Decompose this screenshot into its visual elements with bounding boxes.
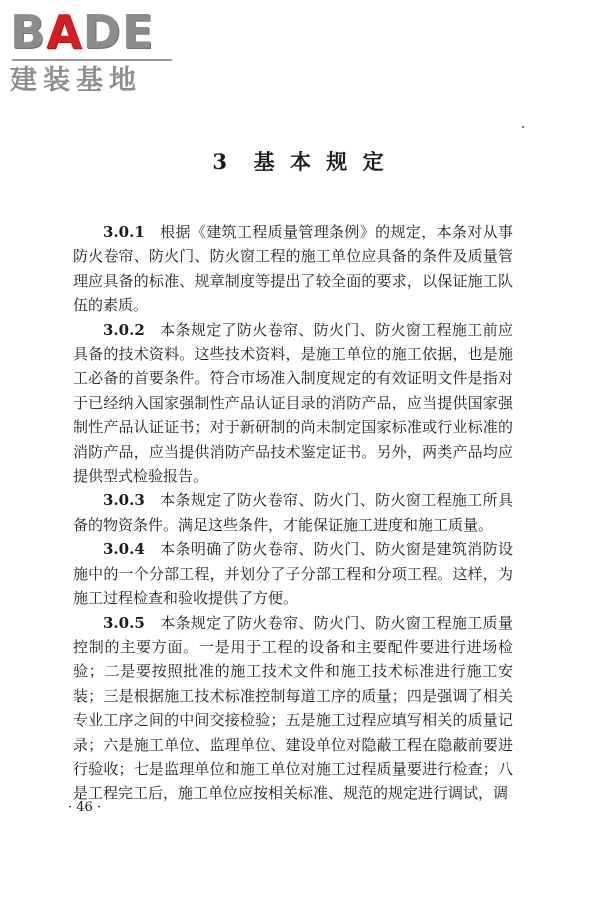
logo-letter-d: D: [82, 5, 122, 59]
section-3-0-3: [73, 488, 513, 537]
section-number: 3.0.1: [103, 223, 145, 241]
logo-letter-e: E: [121, 5, 155, 59]
section-number: 3.0.4: [103, 540, 145, 559]
section-number: 3.0.3: [103, 491, 145, 510]
bade-logo: [10, 5, 180, 96]
section-3-0-2: [73, 318, 513, 489]
logo-chinese-text: 建装基地: [10, 65, 142, 96]
section-text: 本条规定了防火卷帘、防火门、防火窗工程施工所具备的物资条件。满足这些条件，才能保证施工进度和施工质量。: [73, 491, 513, 534]
section-3-0-1: [73, 220, 513, 318]
page-number: · 46 ·: [68, 800, 102, 815]
logo-wordmark: [10, 5, 180, 59]
section-number: 3.0.5: [103, 613, 145, 632]
chapter-title: 3 基 本 规 定: [212, 149, 388, 174]
section-number: 3.0.2: [103, 320, 145, 339]
section-text: 根据《建筑工程质量管理条例》的规定，本条对从事防火卷帘、防火门、防火窗工程的施工单位应具备的条件及质量管理应具备的标准、规章制度等提出了较全面的要求，以保证施工队伍的素质。: [73, 223, 513, 315]
section-3-0-5: [73, 611, 513, 806]
scan-speck: [522, 126, 524, 128]
logo-letter-a: A: [46, 5, 83, 59]
logo-letter-b: B: [10, 5, 47, 59]
section-text: 本条规定了防火卷帘、防火门、防火窗工程施工质量控制的主要方面。一是用于工程的设备和主要配件要进行进场检验；二是要按照批准的施工技术文件和施工技术标准进行施工安装；三是根据施工技术标准控制每道工序的质量；四是强调了相关专业工序之间的中间交接检验；五是施工过程应填写相关的质量记录；六是施工单位、监理单位、建设单位对隐蔽工程在隐蔽前要进行验收；七是监理单位和施工单位对施工过程质量要进行检查；八是工程完工后，施工单位应按相关标准、规范的规定进行调试，调: [73, 613, 513, 803]
section-text: 本条明确了防火卷帘、防火门、防火窗是建筑消防设施中的一个分部工程，并划分了子分部工程和分项工程。这样，为施工过程检查和验收提供了方便。: [73, 540, 513, 608]
section-text: 本条规定了防火卷帘、防火门、防火窗工程施工前应具备的技术资料。这些技术资料，是施工单位的施工依据，也是施工必备的首要条件。符合市场准入制度规定的有效证明文件是指对于已经纳入国家强制性产品认证目录的消防产品，应当提供国家强制性产品认证证书；对于新研制的尚未制定国家标准或行业标准的消防产品，应当提供消防产品技术鉴定证书。另外，两类产品均应提供型式检验报告。: [73, 320, 513, 486]
logo-divider: [12, 59, 172, 61]
section-3-0-4: [73, 537, 513, 610]
document-body: [73, 220, 513, 806]
